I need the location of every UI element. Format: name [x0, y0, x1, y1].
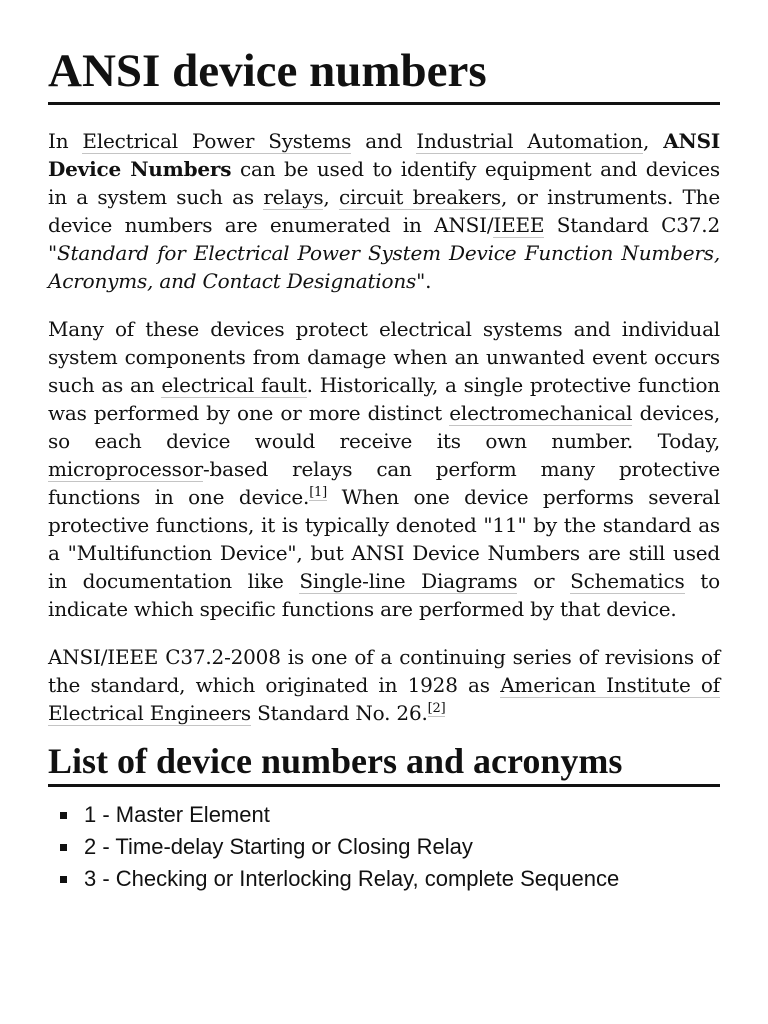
- link-electrical-power-systems[interactable]: Electrical Power Systems: [82, 129, 352, 154]
- list-item-text: 1 - Master Element: [84, 802, 270, 828]
- device-list: [48, 799, 720, 895]
- text: devices, so each device would receive its own number. Today,: [48, 401, 720, 454]
- origin-paragraph: [48, 643, 720, 727]
- bold-term: ANSI Device Numbers: [48, 129, 720, 182]
- link-schematics[interactable]: Schematics: [570, 569, 685, 594]
- text: . Historically, a single protective function was performed by one or more distinct: [48, 373, 720, 426]
- citation-link[interactable]: [2]: [427, 701, 446, 717]
- citation-link[interactable]: [1]: [309, 485, 328, 501]
- link-ieee[interactable]: IEEE: [493, 213, 545, 238]
- link-microprocessor[interactable]: microprocessor: [48, 457, 203, 482]
- text: and: [365, 129, 403, 154]
- text: , or instruments. The device numbers are enumerated in ANSI/: [48, 185, 720, 238]
- text: ,: [323, 185, 330, 210]
- bullet-icon: [60, 876, 67, 883]
- text: Many of these devices protect electrical systems and individual system components from damage when an unwanted event occurs such as an: [48, 317, 720, 398]
- intro-paragraph: [48, 127, 720, 295]
- link-circuit-breakers[interactable]: circuit breakers: [338, 185, 501, 210]
- link-single-line-diagrams[interactable]: Single-line Diagrams: [299, 569, 518, 594]
- link-aiee[interactable]: American Institute of Electrical Engineers: [48, 673, 720, 726]
- text: ANSI/IEEE C37.2-2008 is one of a continuing series of revisions of the standard, which originated in 1928 as: [48, 645, 720, 698]
- text: or: [533, 569, 555, 594]
- history-paragraph: [48, 315, 720, 623]
- text: When one device performs several protective functions, it is typically denoted "11" by the standard as a "Multifunction Device", but ANSI Device Numbers are still used in documentation like: [48, 485, 720, 594]
- text: can be used to identify equipment and devices in a system such as: [48, 157, 721, 210]
- link-industrial-automation[interactable]: Industrial Automation: [416, 129, 643, 154]
- text: ,: [642, 129, 650, 154]
- list-item-text: 3 - Checking or Interlocking Relay, complete Sequence: [84, 866, 620, 892]
- link-electromechanical[interactable]: electromechanical: [449, 401, 633, 426]
- citation-1[interactable]: [309, 485, 327, 501]
- bullet-icon: [60, 812, 67, 819]
- page-title: ANSI device numbers: [48, 44, 720, 105]
- section-heading: List of device numbers and acronyms: [48, 741, 720, 787]
- citation-2[interactable]: [428, 701, 446, 717]
- standard-title: "Standard for Electrical Power System Device Function Numbers, Acronyms, and Contact Designations": [48, 241, 720, 294]
- text: Standard No. 26.: [257, 701, 428, 726]
- text: Standard C37.2: [556, 213, 720, 238]
- text: -based relays can perform many protective functions in one device.: [48, 457, 720, 510]
- link-relays[interactable]: relays: [263, 185, 324, 210]
- text: .: [425, 269, 432, 294]
- list-item-text: 2 - Time-delay Starting or Closing Relay: [84, 834, 473, 860]
- text: In: [48, 129, 69, 154]
- text: to indicate which specific functions are performed by that device.: [48, 569, 720, 622]
- list-item: [48, 831, 720, 863]
- list-item: [48, 799, 720, 831]
- bullet-icon: [60, 844, 67, 851]
- link-electrical-fault[interactable]: electrical fault: [161, 373, 307, 398]
- list-item: [48, 863, 720, 895]
